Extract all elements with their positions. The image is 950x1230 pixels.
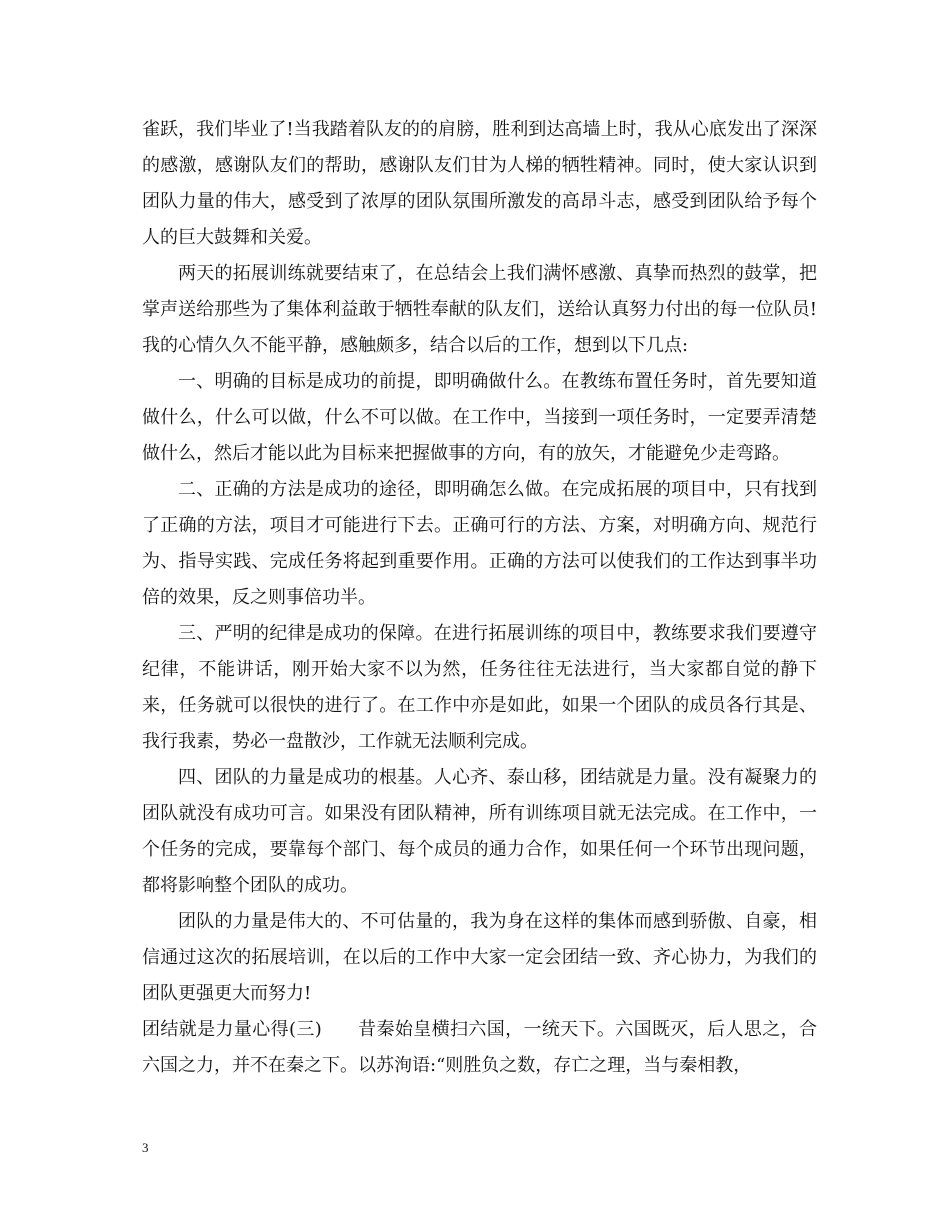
section-heading: 团结就是力量心得(三) xyxy=(142,1019,322,1040)
paragraph-1: 雀跃，我们毕业了!当我踏着队友的的肩膀，胜利到达高墙上时，我从心底发出了深深的感激，感谢队友们的帮助，感谢队友们甘为人梯的牺牲精神。同时，使大家认识到团队力量的伟大，感受到了浓厚的团队氛围所激发的高昂斗志，感受到团队给予每个人的巨大鼓舞和关爱。 xyxy=(142,119,817,248)
document-body xyxy=(142,112,817,1084)
paragraph-5: 三、严明的纪律是成功的保障。在进行拓展训练的项目中，教练要求我们要遵守纪律，不能讲话，刚开始大家不以为然，任务往往无法进行，当大家都自觉的静下来，任务就可以很快的进行了。在工作中亦是如此，如果一个团队的成员各行其是、我行我素，势必一盘散沙，工作就无法顺利完成。 xyxy=(142,623,817,752)
paragraph-4: 二、正确的方法是成功的途径，即明确怎么做。在完成拓展的项目中，只有找到了正确的方法，项目才可能进行下去。正确可行的方法、方案，对明确方向、规范行为、指导实践、完成任务将起到重要作用。正确的方法可以使我们的工作达到事半功倍的效果，反之则事倍功半。 xyxy=(142,479,817,608)
page-number: 3 xyxy=(142,1140,149,1155)
paragraph-2: 两天的拓展训练就要结束了，在总结会上我们满怀感激、真挚而热烈的鼓掌，把掌声送给那些为了集体利益敢于牺牲奉献的队友们，送给认真努力付出的每一位队员!我的心情久久不能平静，感触颇多，结合以后的工作，想到以下几点: xyxy=(142,263,817,356)
paragraph-7: 团队的力量是伟大的、不可估量的，我为身在这样的集体而感到骄傲、自豪，相信通过这次的拓展培训，在以后的工作中大家一定会团结一致、齐心协力，为我们的团队更强更大而努力! xyxy=(142,911,817,1004)
paragraph-3: 一、明确的目标是成功的前提，即明确做什么。在教练布置任务时，首先要知道做什么，什么可以做，什么不可以做。在工作中，当接到一项任务时，一定要弄清楚做什么，然后才能以此为目标来把握做事的方向，有的放矢，才能避免少走弯路。 xyxy=(142,371,817,464)
section-paragraph xyxy=(142,1012,817,1084)
paragraph-6: 四、团队的力量是成功的根基。人心齐、泰山移，团结就是力量。没有凝聚力的团队就没有成功可言。如果没有团队精神，所有训练项目就无法完成。在工作中，一个任务的完成，要靠每个部门、每个成员的通力合作，如果任何一个环节出现问题，都将影响整个团队的成功。 xyxy=(142,767,817,896)
section-text: 昔秦始皇横扫六国，一统天下。六国既灭，后人思之，合六国之力，并不在秦之下。以苏洵语:“则胜负之数，存亡之理，当与秦相教， xyxy=(142,1019,817,1076)
